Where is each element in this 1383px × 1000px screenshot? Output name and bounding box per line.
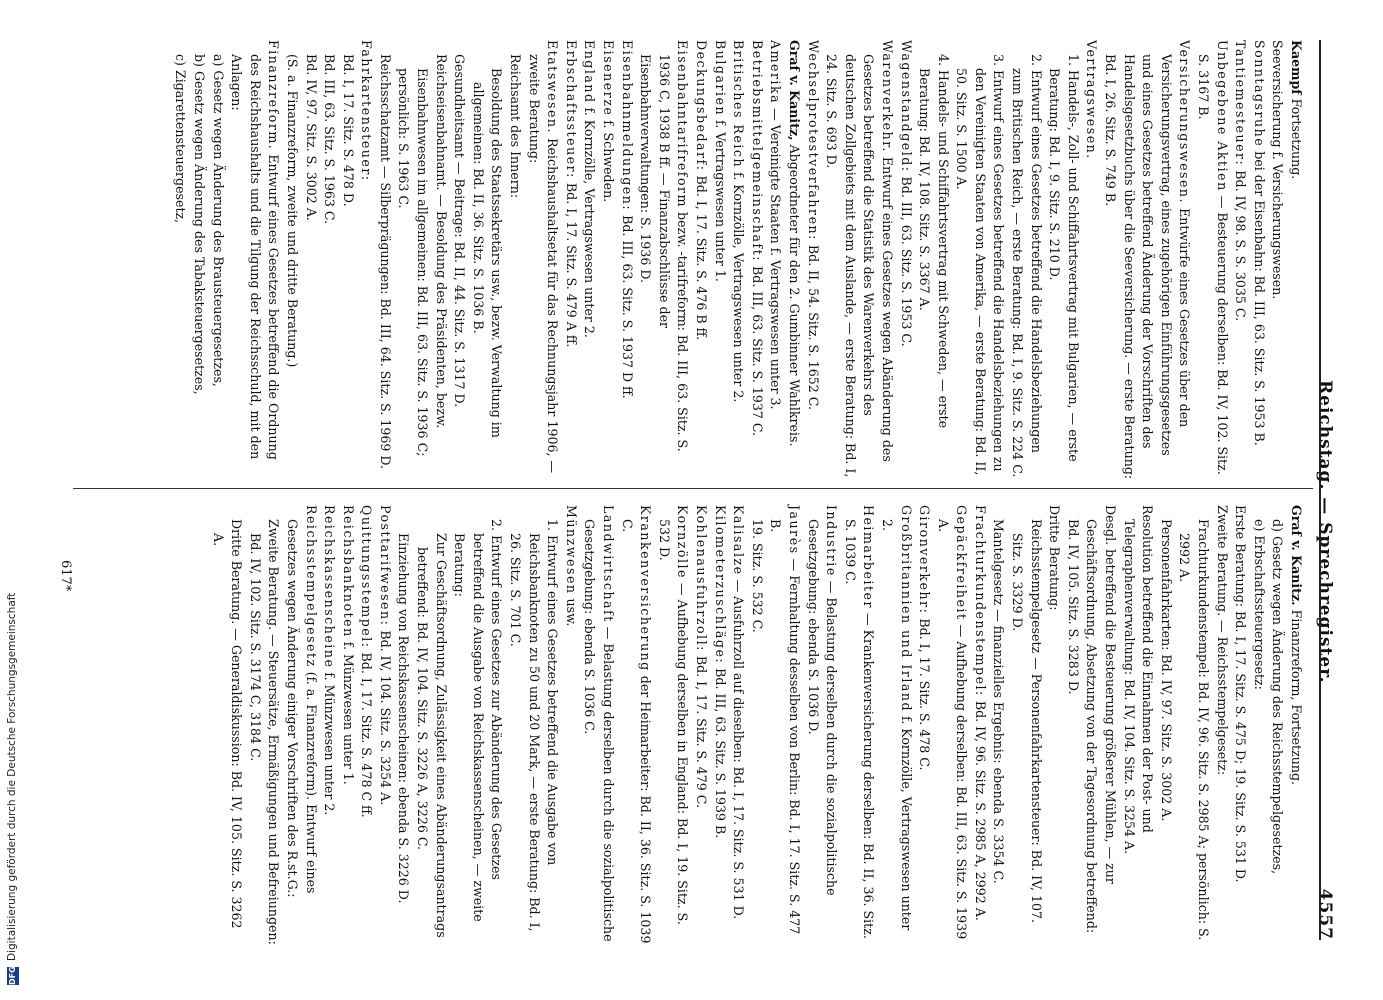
entry-text: f. Schweden. — [601, 116, 617, 203]
page-title: Reichstag. — Sprechregister. — [1315, 380, 1335, 684]
entry-text: Einziehung von Reichskassenscheinen: ebenda S. 3226 D. — [396, 533, 412, 904]
register-entry — [784, 40, 803, 480]
register-entry — [729, 505, 748, 945]
register-entry — [1045, 505, 1064, 945]
register-entry — [915, 40, 952, 480]
entry-text: Bd. IV, 97. Sitz. S. 3002 A. — [303, 54, 319, 221]
register-entry — [1082, 40, 1101, 480]
entry-text: Finanzreform. — [266, 40, 282, 151]
entry-text: 2. Entwurf eines Gesetzes betreffend die Handelsbeziehungen zum Britischen Reich, — erste Beratung: Bd. I, 9. Sitz. S. 224 C. — [1010, 54, 1044, 478]
register-entry — [1286, 505, 1305, 945]
entry-text: Betriebsmittelgemeinschaft: — [749, 40, 765, 263]
entry-text: Abgeordneter für den 2. Gumbinner Wahlkreis. — [786, 140, 802, 447]
register-entry — [766, 40, 785, 480]
entry-text: Bd. I, 17. Sitz. S. 476 B ff. — [694, 171, 709, 341]
entry-text: Bd. III, 63. Sitz. S. 1937 C. — [749, 262, 765, 437]
entry-text: (f. a. Finanzreform). Entwurf eines Gesetzes wegen Änderung einiger Vorschriften des R.st.G.: — [284, 519, 319, 898]
entry-text: Personenfahrkarten: Bd. IV, 97. Sitz. S. 3002 A. — [1158, 519, 1174, 822]
entry-text: f. Kornzölle, Vertragswesen unter 2. — [879, 519, 914, 931]
entry-text: 4. Handels- und Schiffahrtsvertrag mit Schweden, — erste Beratung: Bd. IV, 108. Sitz. S. 3367 A. — [917, 54, 951, 429]
entry-text: Bd. III, 63. Sitz. S. 1953 C. — [898, 172, 914, 347]
register-entry — [617, 505, 654, 945]
register-entry — [338, 505, 357, 945]
register-entry — [505, 505, 561, 945]
register-entry — [617, 40, 636, 480]
entry-text: Britisches Reich — [731, 40, 747, 169]
entry-text: f. Vertragswesen unter 1. — [712, 116, 728, 282]
entry-text: der Heimarbeiter: Bd. II, 36. Sitz. S. 1039 C. — [619, 519, 654, 944]
entry-text: Erbschaftssteuer: — [563, 40, 579, 179]
register-entry — [301, 40, 320, 480]
entry-text: f. Münzwesen unter 2. — [322, 668, 338, 816]
register-entry — [375, 505, 394, 945]
entry-text: Bd. II, 54. Sitz. S. 1652 C. — [805, 240, 821, 410]
register-entry — [691, 40, 710, 480]
entry-text: Fortsetzung. — [1289, 94, 1304, 180]
page-number: 4557 — [1315, 888, 1335, 940]
entry-text: Gironverkehr: — [917, 505, 933, 615]
entry-text: Reichseisenbahnamt. — Besoldung des Präsidenten, bezw. Eisenbahnwesen im allgemeinen: Bd. III, 63. Sitz. S. 1936 C; persönlich: S. 1963 C. — [396, 54, 449, 457]
entry-text: Warenverkehr. — [879, 40, 895, 153]
register-entry — [468, 40, 505, 480]
entry-text: — Vereinigte Staaten f. Vertragswesen unter 3. — [768, 104, 784, 410]
register-entry — [1286, 40, 1305, 480]
entry-text: Etatswesen. — [545, 40, 561, 135]
entry-text: c) Zigarettensteuergesetz, — [173, 54, 189, 224]
register-entry — [896, 40, 915, 480]
register-entry — [915, 505, 934, 945]
entry-text: Entwürfe eines Gesetzes über den Versicherungsvertrag, eines zugehörigen Einführungsgesetzes und eines Gesetzes betreffend Änderung der Vorschriften des Handelsgesetzbuchs über die Seeversicherung. — erste Beratung: Bd. I, 26. Sitz. S. 749 B. — [1103, 54, 1193, 480]
entry-text: Eisenbahntarifreform — [675, 40, 691, 208]
column-divider — [73, 488, 1313, 489]
register-entry — [338, 40, 357, 480]
entry-text: f. Münzwesen unter 1. — [340, 637, 356, 785]
entry-text: 1. Entwurf eines Gesetzes betreffend die Ausgabe von Reichsbanknoten zu 50 und 20 Mark, — erste Beratung: Bd. I, 26. Sitz. S. 701 C. — [508, 519, 561, 932]
register-entry — [1119, 505, 1156, 945]
entry-text: Bd. IV, 96. Sitz. S. 2985 A, 2992 A. — [972, 696, 988, 921]
register-entry — [413, 505, 450, 945]
entry-text: bei der Eisenbahn: Bd. III, 63. Sitz. S. 1953 B. — [1251, 147, 1267, 446]
register-entry — [636, 40, 692, 480]
register-entry — [1249, 505, 1268, 945]
entry-text: e) Erbschaftssteuergesetz: — [1251, 519, 1267, 690]
register-entry — [524, 40, 561, 480]
register-entry — [1008, 40, 1045, 480]
entry-text: 19. Sitz. S. 532 C. — [749, 519, 765, 633]
register-entry — [877, 505, 914, 945]
entry-text: 3. Entwurf eines Gesetzes betreffend die Handelsbeziehungen zu den Vereinigten Staaten von Amerika, — erste Beratung: Bd. II, 50. Sitz. S. 1500 A. — [954, 54, 1007, 476]
entry-text: Bd. I, 17. Sitz. S. 478 C. — [917, 614, 933, 771]
dfg-logo-icon: DFG — [8, 966, 17, 985]
entry-text: Quittungsstempel: — [359, 505, 375, 649]
entry-text: Reichskassenscheine — [322, 505, 338, 669]
right-column — [208, 505, 1305, 945]
register-entry — [598, 40, 617, 480]
register-entry — [580, 505, 617, 945]
entry-text: b) Gesetz wegen Änderung des Tabaksteuergesetzes, — [191, 54, 207, 395]
entry-text: Finanzreform, Fortsetzung. — [1289, 605, 1304, 786]
register-entry — [803, 40, 822, 480]
entry-text: d) Gesetz wegen Änderung des Reichsstempelgesetzes, — [1270, 519, 1286, 875]
entry-text: Unbegebene Aktien — [1214, 40, 1230, 192]
register-entry — [505, 40, 524, 480]
entry-text: England — [582, 40, 598, 104]
register-entry — [747, 40, 766, 480]
register-entry — [952, 40, 1008, 480]
entry-text: Reichsamt des Innern: — [508, 54, 524, 199]
register-entry — [580, 40, 599, 480]
entry-text: Graf v. Kanitz. — [1289, 505, 1304, 606]
register-entry — [320, 40, 339, 480]
register-entry — [803, 505, 840, 945]
entry-text: Wechselprotestverfahren: — [805, 40, 821, 241]
entry-text: bezw. -tarifreform: Bd. III, 63. Sitz. S. 1936 C, 1938 B ff. — Finanzabschlüsse der Eisenbahnverwaltungen: S. 1936 D. — [638, 54, 691, 452]
register-entry — [208, 40, 227, 480]
entry-text: Eisenbahnmeldungen: — [619, 40, 635, 212]
entry-text: Bd. III, 63. Sitz. S. 1937 D ff. — [619, 211, 635, 399]
entry-text: Wagenstandgeld: — [898, 40, 914, 173]
entry-text: — Ausfuhrzoll auf dieselben: Bd. I, 17. Sitz. S. 531 D. — [731, 575, 747, 920]
digitization-credit — [6, 593, 19, 985]
entry-text: (S. a. Finanzreform, zweite und dritte Beratung.) — [284, 54, 300, 368]
register-entry — [561, 505, 580, 945]
entry-text: Bd. I, 17. Sitz. S. 479 A ff. — [563, 178, 579, 348]
entry-text: Gepäckfreiheit — [954, 505, 970, 621]
entry-text: Versicherungswesen. — [1177, 40, 1193, 205]
register-entry — [691, 505, 710, 945]
register-entry — [189, 40, 208, 480]
entry-text: Heimarbeiter — [861, 505, 877, 610]
entry-text: Zweite Beratung. — Steuersätze, Ermäßigungen und Befreiungen: Bd. IV, 102. Sitz. S. 3174 C, 3184 C. — [247, 519, 282, 945]
entry-text: Jaurès — [786, 505, 802, 555]
register-entry — [1268, 505, 1287, 945]
entry-text: Bd. III, 63. Sitz. S. 1939 B. — [712, 664, 728, 839]
entry-text: Bd. IV, 104. Sitz. S. 3254 A. — [377, 626, 393, 806]
register-entry — [840, 505, 877, 945]
entry-text: Seeversicherung f. Versicherungswesen. — [1270, 40, 1286, 300]
register-entry — [394, 505, 413, 945]
register-entry — [1212, 505, 1231, 945]
page-header — [1303, 40, 1343, 940]
entry-text: — Fernhaltung desselben von Berlin: Bd. I, 17. Sitz. S. 477 B. — [768, 519, 802, 935]
entry-text: Kaempf — [1289, 40, 1304, 95]
entry-text: Amerika — [768, 40, 784, 105]
register-entry — [1175, 505, 1212, 945]
entry-text: Reichshaushaltsetat für das Rechnungsjahr 1906, — zweite Beratung: — [526, 54, 561, 474]
entry-text: Bd. I, 17. Sitz. S. 479 C. — [694, 651, 709, 808]
register-entry — [654, 505, 691, 945]
entry-text: Bulgarien — [712, 40, 728, 117]
entry-text: Eisenerze — [601, 40, 617, 117]
register-entry — [450, 40, 469, 480]
register-entry — [561, 40, 580, 480]
entry-text: Bd. III, 63. Sitz. S. 1963 C. — [322, 54, 338, 225]
register-entry — [933, 505, 970, 945]
entry-text: Posttarifwesen: — [377, 505, 393, 627]
register-entry — [1231, 505, 1250, 945]
register-entry — [375, 40, 394, 480]
register-entry — [1193, 40, 1230, 480]
register-entry — [282, 505, 319, 945]
entry-text: Gesundheitsamt — Beitrage: Bd. II, 44. Sitz. S. 1317 D. — [452, 54, 468, 408]
register-entry — [450, 505, 506, 945]
register-entry — [171, 40, 190, 480]
entry-text: 2. Entwurf eines Gesetzes zur Abänderung des Gesetzes betreffend die Ausgabe von Reichskassenscheinen, — zweite Beratung: — [452, 519, 505, 922]
entry-text: Reichsschatzamt — Silberprägungen: Bd. III, 64. Sitz. S. 1969 D. — [377, 54, 393, 470]
credit-text: Digitalisierung gefördert durch die Deutsche Forschungsgemeinschaft — [6, 592, 18, 961]
entry-text: Kohlenausfuhrzoll: — [694, 505, 709, 652]
register-entry — [729, 40, 748, 480]
register-entry — [1249, 40, 1268, 480]
register-entry — [710, 40, 729, 480]
register-entry — [1063, 505, 1119, 945]
register-entry — [1008, 505, 1045, 945]
entry-text: — Aufhebung derselben in England: Bd. I, 19. Sitz. S. 532 D. — [656, 519, 691, 925]
register-entry — [227, 40, 283, 480]
entry-text: usw. — [563, 594, 579, 627]
entry-text: Bd. I, 17. Sitz. S. 478 C ff. — [359, 648, 375, 818]
register-entry — [1100, 40, 1193, 480]
entry-text: — Krankenversicherung derselben: Bd. II, 36. Sitz. S. 1039 C. — [842, 519, 877, 939]
entry-text: Bd. I, 17. Sitz. S. 478 D. — [340, 54, 356, 207]
register-entry — [320, 505, 339, 945]
entry-text: Frachturkundenstempel: Bd. IV, 96. Sitz. S. 2985 A; persönlich: S. 2992 A. — [1177, 519, 1212, 941]
entry-text: — Besteuerung derselben: Bd. IV, 102. Sitz. S. 3167 B. — [1196, 54, 1230, 475]
entry-text: Besoldung des Staatssekretärs usw., bezw. Verwaltung im allgemeinen: Bd. II, 36. Sitz. S. 1036 B. — [470, 68, 505, 438]
entry-text: Zweite Beratung. — Reichsstempelgesetz: — [1214, 505, 1230, 776]
register-entry — [1156, 505, 1175, 945]
entry-text: Desgl. betreffend die Besteuerung größerer Mühlen, — zur Geschäftsordnung, Absetzung von der Tagesordnung betreffend: Bd. IV, 105. Sitz. S. 3283 D. — [1065, 505, 1119, 934]
entry-text: Bd. IV, 98. S. S. 3035 C. — [1233, 166, 1249, 322]
entry-text: f. Kornzölle, Vertragswesen unter 2. — [582, 103, 598, 338]
register-entry — [970, 505, 989, 945]
entry-text: Landwirtschaft — [601, 505, 617, 623]
register-entry — [989, 505, 1008, 945]
entry-text: Frachturkundenstempel: — [972, 505, 988, 697]
entry-text: Entwurf eines Gesetzes wegen Abänderung des Gesetzes betreffend die Statistik des Warenverkehrs des deutschen Zollgebiets mit dem Auslande, — erste Beratung: Bd. I, 24. Sitz. S. 693 D. — [824, 54, 895, 478]
entry-text: Entwurf eines Gesetzes betreffend die Ordnung des Reichshaushalts und die Tilgung der Reichsschuld, mit den Anlagen: — [229, 54, 282, 460]
header-rule — [1319, 40, 1321, 940]
entry-text: — Belastung derselben durch die sozialpolitische Gesetzgebung: ebenda S. 1036 C. — [582, 519, 617, 942]
register-entry — [1045, 40, 1082, 480]
entry-text: Krankenversicherung — [638, 505, 654, 672]
entry-text: Graf v. Kanitz, — [786, 40, 802, 141]
entry-text: Mantelgesetz — finanzielles Ergebnis: ebenda S. 3354 C. — [991, 519, 1007, 884]
entry-text: a) Gesetz wegen Änderung des Brausteuergesetzes, — [210, 54, 226, 387]
register-entry — [1231, 40, 1250, 480]
entry-text: Sonntagsruhe — [1251, 40, 1267, 148]
entry-text: Zur Geschäftsordnung, Zulässigkeit eines Abänderungsantrags betreffend: Bd. IV, 104. Sitz. S. 3226 A, 3226 C. — [415, 533, 449, 938]
register-entry — [394, 40, 450, 480]
register-entry — [357, 505, 376, 945]
signature-mark: 617* — [58, 560, 73, 592]
entry-text: Dritte Beratung: — [1047, 505, 1063, 611]
entry-text: f. Kornzölle, Vertragswesen unter 2. — [731, 168, 747, 403]
entry-text: Reichsbanknoten — [340, 505, 356, 638]
entry-text: Vertragswesen. — [1084, 40, 1100, 160]
entry-text: Großbritannien und Irland — [898, 505, 914, 713]
entry-text: Dritte Beratung. — Generaldiskussion: Bd. IV, 105. Sitz. S. 3262 A. — [210, 519, 245, 929]
register-entry — [357, 40, 376, 480]
entry-text: Reichsstempelgesetz — [303, 505, 319, 668]
left-column — [171, 40, 1305, 480]
entry-text: Kalisalze — [731, 505, 747, 576]
register-entry — [208, 505, 245, 945]
entry-text: Erste Beratung: Bd. I, 17. Sitz. S. 475 D; 19. Sitz. S. 531 D. — [1233, 505, 1249, 883]
entry-text: Deckungsbedarf: — [694, 40, 709, 172]
register-entry — [710, 505, 729, 945]
entry-text: — Belastung derselben durch die sozialpolitische Gesetzgebung: ebenda S. 1036 D. — [805, 519, 840, 896]
register-entry — [1268, 40, 1287, 480]
entry-text: Tantiemesteuer: — [1233, 40, 1249, 167]
entry-text: Reichsstempelgesetz — Personenfahrkartensteuer: Bd. IV, 107. Sitz. S. 3329 D. — [1010, 519, 1044, 924]
entry-text: Resolution betreffend die Einnahmen der Post- und Telegraphenverwaltung: Bd. IV, 104. Sitz. S. 3254 A. — [1121, 505, 1156, 855]
entry-text: Kilometerzuschläge: — [712, 505, 728, 665]
entry-text: Industrie — [824, 505, 840, 577]
register-entry — [282, 40, 301, 480]
entry-text: Kornzölle — [675, 505, 691, 580]
register-entry — [747, 505, 766, 945]
register-entry — [766, 505, 803, 945]
entry-text: Münzwesen — [563, 505, 579, 595]
register-entry — [822, 40, 896, 480]
entry-text: — Aufhebung derselben: Bd. III, 63. Sitz. S. 1939 A. — [935, 519, 970, 940]
register-entry — [245, 505, 282, 945]
entry-text: 1. Handels-, Zoll- und Schiffahrtsvertrag mit Bulgarien, — erste Beratung: Bd. I, 9. Sitz. S. 210 D. — [1047, 54, 1081, 462]
entry-text: Fahrkartensteuer: — [359, 40, 375, 182]
